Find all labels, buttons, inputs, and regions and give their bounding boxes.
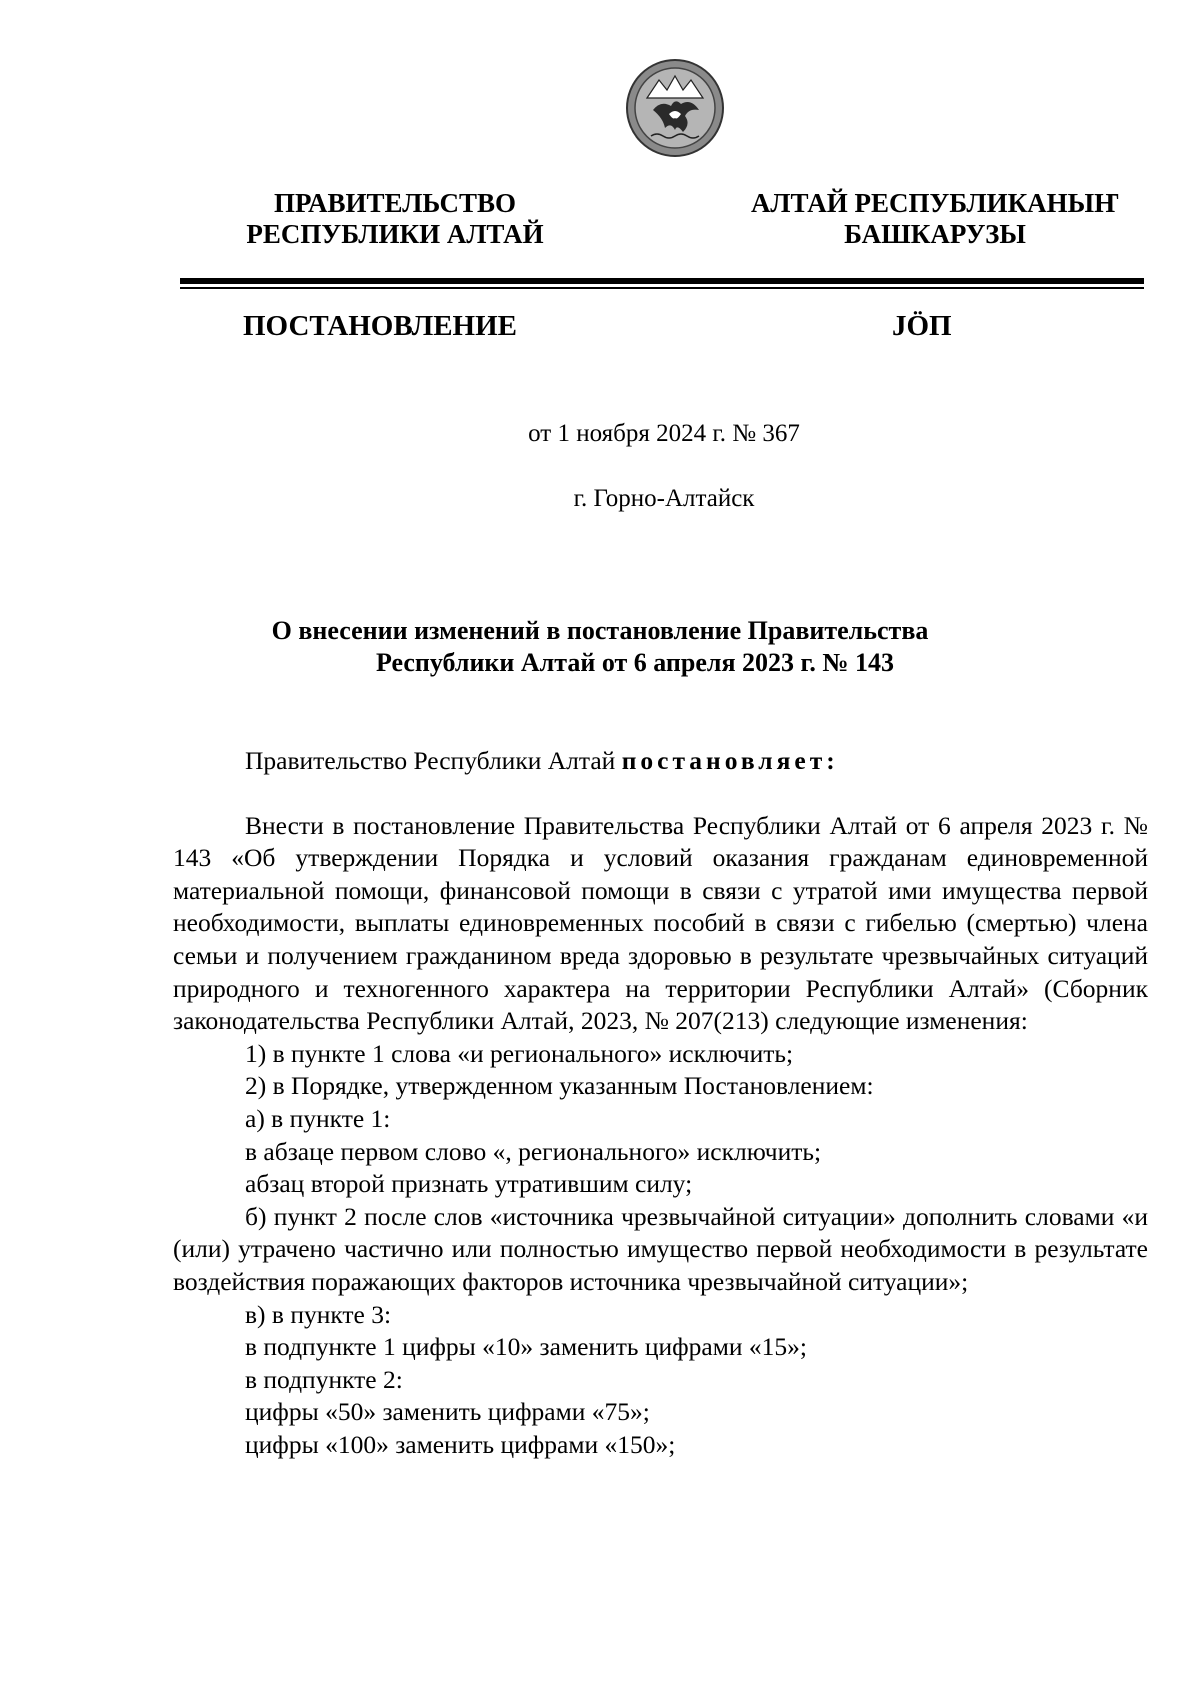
org-name-russian: [235, 188, 555, 250]
list-item: цифры «50» заменить цифрами «75»;: [245, 1397, 650, 1427]
document-title: [0, 615, 1200, 679]
org-name-line: РЕСПУБЛИКИ АЛТАЙ: [246, 219, 544, 249]
preamble-action: постановляет:: [621, 746, 839, 775]
list-item: цифры «100» заменить цифрами «150»;: [245, 1429, 676, 1459]
doc-type-russian: ПОСТАНОВЛЕНИЕ: [243, 310, 518, 342]
doc-type-altai: JӦП: [892, 310, 952, 342]
document-body: [173, 745, 1148, 1461]
list-item: в) в пункте 3:: [245, 1299, 392, 1329]
preamble-subject: Правительство Республики Алтай: [245, 746, 616, 775]
list-item: 2) в Порядке, утвержденном указанным Постановлением:: [245, 1071, 874, 1101]
document-date-number: от 1 ноября 2024 г. № 367: [528, 420, 800, 447]
title-line: О внесении изменений в постановление Правительства: [271, 616, 929, 645]
org-name-line: ПРАВИТЕЛЬСТВО: [273, 188, 517, 218]
preamble: [173, 745, 1148, 778]
org-name-line: АЛТАЙ РЕСПУБЛИКАНЫҤ: [750, 188, 1120, 218]
list-item: абзац второй признать утратившим силу;: [245, 1169, 693, 1199]
title-line: Республики Алтай от 6 апреля 2023 г. № 143: [375, 648, 895, 677]
header-divider-thin: [180, 287, 1144, 289]
list-item: в абзаце первом слово «, регионального» исключить;: [245, 1136, 822, 1166]
list-item: в подпункте 2:: [245, 1364, 403, 1394]
document-place: г. Горно-Алтайск: [573, 485, 755, 512]
list-item: в подпункте 1 цифры «10» заменить цифрами «15»;: [245, 1332, 807, 1362]
org-name-line: БАШКАРУЗЫ: [844, 219, 1026, 249]
list-item: 1) в пункте 1 слова «и регионального» исключить;: [245, 1038, 794, 1068]
intro-paragraph: Внести в постановление Правительства Республики Алтай от 6 апреля 2023 г. № 143 «Об утверждении Порядка и условий оказания гражданам единовременной материальной помощи, финансовой помощи в связи с утратой ими имущества первой необходимости, выплаты единовременных пособий в связи с гибелью (смертью) члена семьи и получением гражданином вреда здоровью в результате чрезвычайных ситуаций природного и техногенного характера на территории Республики Алтай» (Сборник законодательства Республики Алтай, 2023, № 207(213) следующие изменения:: [173, 810, 1148, 1036]
coat-of-arms-icon: [625, 58, 725, 158]
list-item: б) пункт 2 после слов «источника чрезвычайной ситуации» дополнить словами «и (или) утрачено частично или полностью имущество первой необходимости в результате воздействия поражающих факторов источника чрезвычайной ситуации»;: [173, 1201, 1148, 1296]
org-name-altai: [740, 188, 1130, 250]
list-item: а) в пункте 1:: [245, 1103, 391, 1133]
header-divider-thick: [180, 278, 1144, 284]
